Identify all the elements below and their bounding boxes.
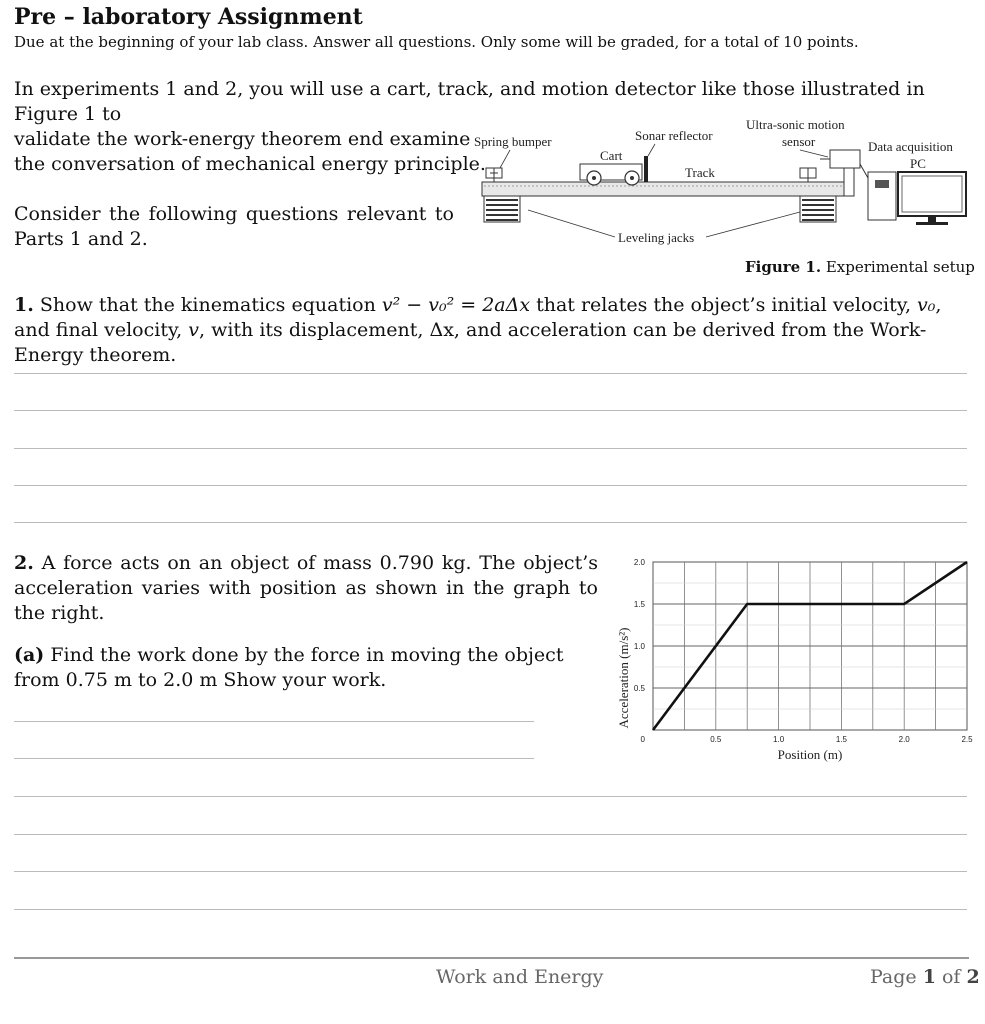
page-title: Pre – laboratory Assignment: [14, 4, 363, 30]
x-tick-label: 1.5: [835, 735, 847, 744]
label-spring-bumper: Spring bumper: [474, 134, 552, 149]
chart-ylabel: Acceleration (m/s²): [616, 627, 631, 729]
label-ultrasonic-1: Ultra-sonic motion: [746, 117, 845, 132]
question-1-v0: v₀: [917, 294, 936, 316]
figure-caption: [745, 258, 975, 276]
spring-bumper-icon: [486, 168, 502, 182]
intro-line-3: the conversation of mechanical energy principle.: [14, 153, 486, 175]
leveling-jack-right-icon: [800, 196, 836, 222]
consider-paragraph: Consider the following questions relevant to Parts 1 and 2.: [14, 203, 454, 250]
chart-grid: [653, 562, 967, 730]
pc-icon: [860, 164, 966, 225]
x-tick-label: 1.0: [773, 735, 785, 744]
label-sonar-reflector: Sonar reflector: [635, 128, 713, 143]
question-1-v: v: [188, 319, 199, 341]
question-1-text-d: , with its displacement, Δx, and acceleration can be derived from the Work-Energy theorem.: [14, 319, 927, 366]
y-tick-label: 0.5: [633, 684, 645, 693]
chart-xlabel: Position (m): [777, 747, 843, 762]
question-1: [14, 293, 969, 368]
label-leveling-jacks: Leveling jacks: [618, 230, 695, 245]
x-tick-label: 2.0: [898, 735, 910, 744]
intro-line-1: In experiments 1 and 2, you will use a cart, track, and motion detector like those illustrated in Figure 1 to: [14, 78, 925, 125]
question-2: [14, 551, 598, 626]
y-tick-label: 0: [640, 735, 645, 744]
acceleration-position-chart: [608, 552, 975, 770]
label-data-acq-1: Data acquisition: [868, 139, 953, 154]
label-cart: Cart: [600, 148, 623, 163]
answer-line[interactable]: [14, 410, 967, 411]
footer-divider: [14, 957, 969, 959]
intro-line-2: validate the work-energy theorem end examine: [14, 128, 471, 150]
question-2-number: 2.: [14, 552, 34, 574]
footer-title: Work and Energy: [436, 966, 604, 988]
question-1-text-a: Show that the kinematics equation: [33, 294, 382, 316]
answer-line[interactable]: [14, 522, 967, 523]
experimental-setup-figure: [470, 112, 975, 252]
x-tick-label: 2.5: [961, 735, 973, 744]
label-track: Track: [685, 165, 715, 180]
answer-line[interactable]: [14, 871, 967, 872]
label-ultrasonic-2: sensor: [782, 134, 816, 149]
question-2a-text: Find the work done by the force in moving the object from 0.75 m to 2.0 m Show your work.: [14, 644, 564, 691]
figure-caption-text: Experimental setup: [821, 258, 975, 276]
answer-line[interactable]: [14, 834, 967, 835]
answer-line[interactable]: [14, 721, 534, 722]
y-tick-label: 1.5: [633, 600, 645, 609]
question-2a-label: (a): [14, 644, 45, 666]
answer-line[interactable]: [14, 796, 967, 797]
question-1-equation: v² − v₀² = 2aΔx: [381, 294, 531, 316]
answer-line[interactable]: [14, 758, 534, 759]
answer-line[interactable]: [14, 485, 967, 486]
question-2a: [14, 643, 598, 693]
question-1-text-b: that relates the object’s initial velocity,: [530, 294, 918, 316]
leveling-jack-left-icon: [484, 196, 520, 222]
page-subtitle: Due at the beginning of your lab class. Answer all questions. Only some will be graded, for a total of 10 points.: [14, 33, 859, 51]
question-1-number: 1.: [14, 294, 34, 316]
track-icon: [482, 182, 847, 196]
y-tick-label: 2.0: [633, 558, 645, 567]
answer-line[interactable]: [14, 373, 967, 374]
page-word: Page: [870, 966, 923, 988]
page-total: 2: [966, 966, 980, 988]
page-indicator: [870, 966, 980, 988]
question-2-text: A force acts on an object of mass 0.790 kg. The object’s acceleration varies with position as shown in the graph to the right.: [14, 552, 598, 624]
answer-line[interactable]: [14, 448, 967, 449]
label-data-acq-2: PC: [910, 156, 926, 171]
figure-caption-label: Figure 1.: [745, 258, 822, 276]
of-word: of: [935, 966, 967, 988]
page-number: 1: [922, 966, 936, 988]
x-tick-label: 0.5: [710, 735, 722, 744]
question-1-text-c: , and final velocity,: [14, 294, 942, 341]
y-tick-label: 1.0: [633, 642, 645, 651]
answer-line[interactable]: [14, 909, 967, 910]
